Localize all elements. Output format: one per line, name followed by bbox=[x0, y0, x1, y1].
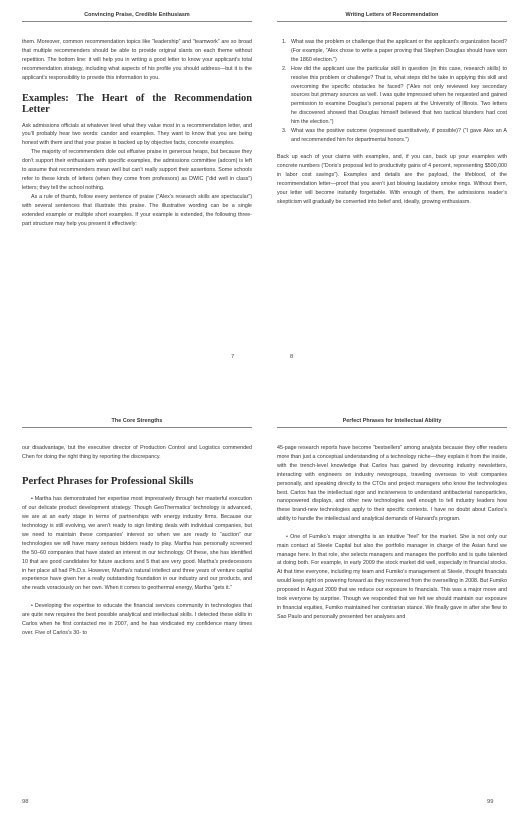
page-body bbox=[22, 38, 252, 228]
running-header: Perfect Phrases for Intellectual Ability bbox=[277, 418, 507, 428]
paragraph: The majority of recommenders dole out effusive praise in generous heaps, but because they don’t support their enthusiasm with specific examples, the admissions committee (adcom) is left to assume that recommenders mean well but can’t really support their assertions. Some schools refer to these kinds of letters (when they come from professors) as DWIC (“did well in class”) letters; they tell the school nothing. bbox=[22, 149, 252, 191]
page-7 bbox=[22, 12, 252, 228]
section-heading: Examples: The Heart of the Recommendation Letter bbox=[22, 92, 252, 116]
page-body bbox=[277, 38, 507, 207]
paragraph: As a rule of thumb, follow every sentence of praise (“Alex’s research skills are spectacular”) with several sentences that illustrate this praise. The illustrative wording can be a single extended example or multiple short examples. If your example is extended, the following three-part structure may help you present it effectively: bbox=[22, 193, 252, 227]
bullet-paragraph: • Developing the expertise to educate the financial services community in technologies that are quite new requires the best possible analytical and intellectual skills. I detected these skills in Carlos when he first contacted me in 2007, and he has vindicated my confidence many times over. Five of Carlos’s 30- to bbox=[22, 602, 252, 636]
paragraph: Ask admissions officials at whatever level what they value most in a recommendation letter, and you’ll probably hear two words: candor and examples. They want to know that you are being honest with them and that your praise is backed up by objective facts, concrete examples. bbox=[22, 122, 252, 147]
bullet-paragraph: • One of Fumiko’s major strengths is an intuitive “feel” for the market. She is not only our main contact at Steele Capital but also the portfolio manager in charge of the Asian fund we manage here. In that role, she selects managers and manages the portfolio and is quite talented at doing both. For example, in early 2009 the stock market did well, especially in financial stocks. At that time everyone, including my team and Fumiko’s management at Steele, thought financials would keep right on powering forward as they recovered from the overselling in 2008. But Fumiko proposed in August 2009 that we reduce our exposure to financials. This was a major move and took everyone by surprise. Though we responded that we felt we should maintain our exposure in financial equities, Fumiko maintained her contrarian stance. We finally gave in after she flew to Sao Paulo and personally presented her analyses and bbox=[277, 533, 507, 620]
page-body bbox=[22, 444, 252, 638]
paragraph: our disadvantage, but the executive director of Production Control and Logistics commended Chen for doing the right thing by reporting the discrepancy. bbox=[22, 445, 252, 460]
running-header: The Core Strengths bbox=[22, 418, 252, 428]
paragraph: 45-page research reports have become “bestsellers” among analysts because they offer readers more than just a conceptual understanding of a technology niche—they explain it from the inside, with the trench-level knowledge that Carlos has gained by devouring industry newsletters, interacting with engineers on industry newsgroups, traveling overseas to visit companies personally, and speaking directly to the CTOs and project managers who know the technologies best. Carlos has the intellectual rigor and incisiveness to understand antibacterial nanoparticles, nanopowered displays, and other new technologies well enough to tell industry leaders how these brand-new technologies apply to their specific contexts. I have no doubt about Carlos’s ability to handle the intellectual and analytical demands of Harvard’s program. bbox=[277, 445, 507, 523]
page-number: 7 bbox=[231, 354, 235, 360]
list-item: 1. What was the problem or challenge that the applicant or the applicant’s organization faced? (For example, “Alex chose to write a paper proving that Stephen Douglas should have won the 1860 election.”) bbox=[288, 38, 507, 65]
page-number: 99 bbox=[487, 799, 494, 805]
section-heading: Perfect Phrases for Professional Skills bbox=[22, 475, 194, 487]
page-99 bbox=[277, 418, 507, 622]
running-header: Convincing Praise, Credible Enthusiasm bbox=[22, 12, 252, 22]
paragraph: them. Moreover, common recommendation topics like “leadership” and “teamwork” are so broad that multiple recommenders should be able to provide original slants on each theme without repetition. The bottom line: it will help you in writing a good letter to know your applicant’s total recommendation strategy, including what aspects of his profile you should address—but it is the applicant’s responsibility to provide this information to you. bbox=[22, 39, 252, 81]
list-item: 3. What was the positive outcome (expressed quantitatively, if possible)? (“I gave Alex an A and recommended him for departmental honors.”) bbox=[288, 127, 507, 145]
page-number: 8 bbox=[290, 354, 294, 360]
paragraph: Back up each of your claims with examples, and, if you can, back up your examples with concrete numbers (“Doris’s proposal led to productivity gains of 4 percent, representing $500,000 in labor cost savings”). Examples and details are the payload, the lifeblood, of the recommendation letter—proof that you aren’t just blowing laudatory smoke rings. Without them, your letter will become instantly forgettable. With enough of them, the admissions reader’s skepticism will gradually be converted into belief and, ideally, growing enthusiasm. bbox=[277, 154, 507, 205]
page-body bbox=[277, 444, 507, 622]
page-98 bbox=[22, 418, 252, 638]
bullet-paragraph: • Martha has demonstrated her expertise most impressively through her masterful execution of our delicate product development strategy. Though GeoThermatics’ technology is advanced, we are at an early stage in terms of partnerships with energy industry firms. Because our technology is still evolving, we aren’t ready to sign limiting deals with individual companies, but we need to maintain these companies’ interest so when we are ready to “auction” our technologies we will have many serious bidders ready to play. Martha has personally screened the 50–60 companies that have stated an interest in our technology. Of these, she has identified 10 that are good candidates for future auctions and 5 that are very good. Martha’s predecessors in her place all had Ph.D.s. However, Martha’s natural intellect and three years of venture capital experience have given her a really outstanding foundation in our industry and our products, and she reads voraciously on her own. When it comes to geothermal energy, Martha “gets it.” bbox=[22, 496, 252, 592]
page-number: 98 bbox=[22, 799, 29, 805]
running-header: Writing Letters of Recommendation bbox=[277, 12, 507, 22]
page-8 bbox=[277, 12, 507, 207]
numbered-list bbox=[277, 38, 507, 145]
list-item: 2. How did the applicant use the particular skill in question (in this case, research skills) to resolve this problem or challenge? That is, what steps did he take in applying this skill and overcoming the specific obstacles he faced? (“Alex not only reviewed key secondary sources but primary sources as well. I was quite impressed when he requested and gained permission to examine Douglas’s personal papers at the University of Illinois. Two letters he discovered showed that Douglas himself believed that two tactical blunders had cost him the election.”) bbox=[288, 65, 507, 127]
